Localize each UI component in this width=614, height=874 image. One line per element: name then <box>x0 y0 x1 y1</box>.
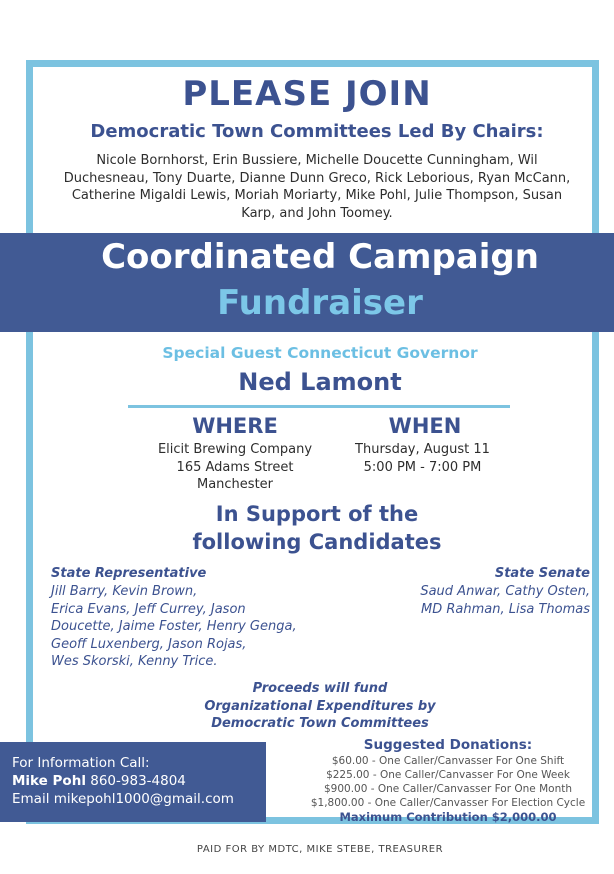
donation-item: $225.00 - One Caller/Canvasser For One Week <box>326 769 570 781</box>
proceeds-note <box>0 680 614 733</box>
contact-phone[interactable]: 860-983-4804 <box>90 773 186 789</box>
donation-item: $1,800.00 - One Caller/Canvasser For Election Cycle <box>310 797 586 809</box>
maximum-contribution: Maximum Contribution $2,000.00 <box>339 810 557 824</box>
state-rep-list <box>51 583 351 671</box>
list-item: Erica Evans, Jeff Currey, Jason <box>51 601 246 617</box>
special-guest-name: Ned Lamont <box>238 368 402 396</box>
event-subtitle: Fundraiser <box>217 283 423 323</box>
venue-city: Manchester <box>196 477 274 492</box>
event-date: Thursday, August 11 <box>355 442 490 457</box>
when-heading: WHEN <box>388 414 462 438</box>
support-heading <box>0 500 614 556</box>
list-item: Jill Barry, Kevin Brown, <box>51 584 198 599</box>
proceeds-line: Proceeds will fund <box>252 681 388 696</box>
contact-box <box>0 742 266 822</box>
event-title: Coordinated Campaign <box>101 237 539 277</box>
state-senate-list <box>380 583 590 618</box>
list-item: Saud Anwar, Cathy Osten, <box>420 584 590 599</box>
donations-heading: Suggested Donations: <box>363 737 533 753</box>
support-line: In Support of the <box>215 502 419 526</box>
proceeds-line: Democratic Town Committees <box>211 716 429 731</box>
divider <box>128 405 510 408</box>
donation-item: $60.00 - One Caller/Canvasser For One Shift <box>331 755 565 767</box>
chairs-list: Nicole Bornhorst, Erin Bussiere, Michelle Doucette Cunningham, Wil Duchesneau, Tony Duarte, Dianne Dunn Greco, Rick Leborious, Ryan McCann, Catherine Migaldi Lewis, Moriah Moriarty, Mike Pohl, Julie Thompson, Susan Karp, and John Toomey. <box>63 153 571 221</box>
list-item: Geoff Luxenberg, Jason Rojas, <box>51 636 247 652</box>
where-heading: WHERE <box>192 414 278 438</box>
contact-email-line <box>12 790 266 808</box>
donation-item: $900.00 - One Caller/Canvasser For One Month <box>323 783 572 795</box>
venue-details <box>140 441 330 494</box>
contact-label: For Information Call: <box>12 755 150 771</box>
venue-name: Elicit Brewing Company <box>157 442 313 457</box>
paid-for-disclaimer: PAID FOR BY MDTC, MIKE STEBE, TREASURER <box>196 844 444 855</box>
list-item: MD Rahman, Lisa Thomas <box>421 601 590 617</box>
event-hours: 5:00 PM - 7:00 PM <box>363 459 482 475</box>
contact-name: Mike Pohl <box>12 773 86 789</box>
special-guest-label: Special Guest Connecticut Governor <box>162 344 478 362</box>
support-line: following Candidates <box>192 530 442 554</box>
event-time <box>345 441 500 476</box>
page-title: PLEASE JOIN <box>182 74 432 114</box>
contact-email[interactable]: mikepohl1000@gmail.com <box>53 791 234 807</box>
list-item: Wes Skorski, Kenny Trice. <box>51 654 218 669</box>
proceeds-line: Organizational Expenditures by <box>204 698 436 714</box>
email-label: Email <box>12 791 50 807</box>
chairs-heading: Democratic Town Committees Led By Chairs: <box>90 121 544 142</box>
list-item: Doucette, Jaime Foster, Henry Genga, <box>51 619 297 634</box>
contact-phone-line <box>12 772 266 790</box>
state-senate-heading: State Senate <box>494 566 590 581</box>
venue-street: 165 Adams Street <box>176 459 294 475</box>
state-rep-heading: State Representative <box>51 566 207 581</box>
donations-list <box>290 754 606 810</box>
